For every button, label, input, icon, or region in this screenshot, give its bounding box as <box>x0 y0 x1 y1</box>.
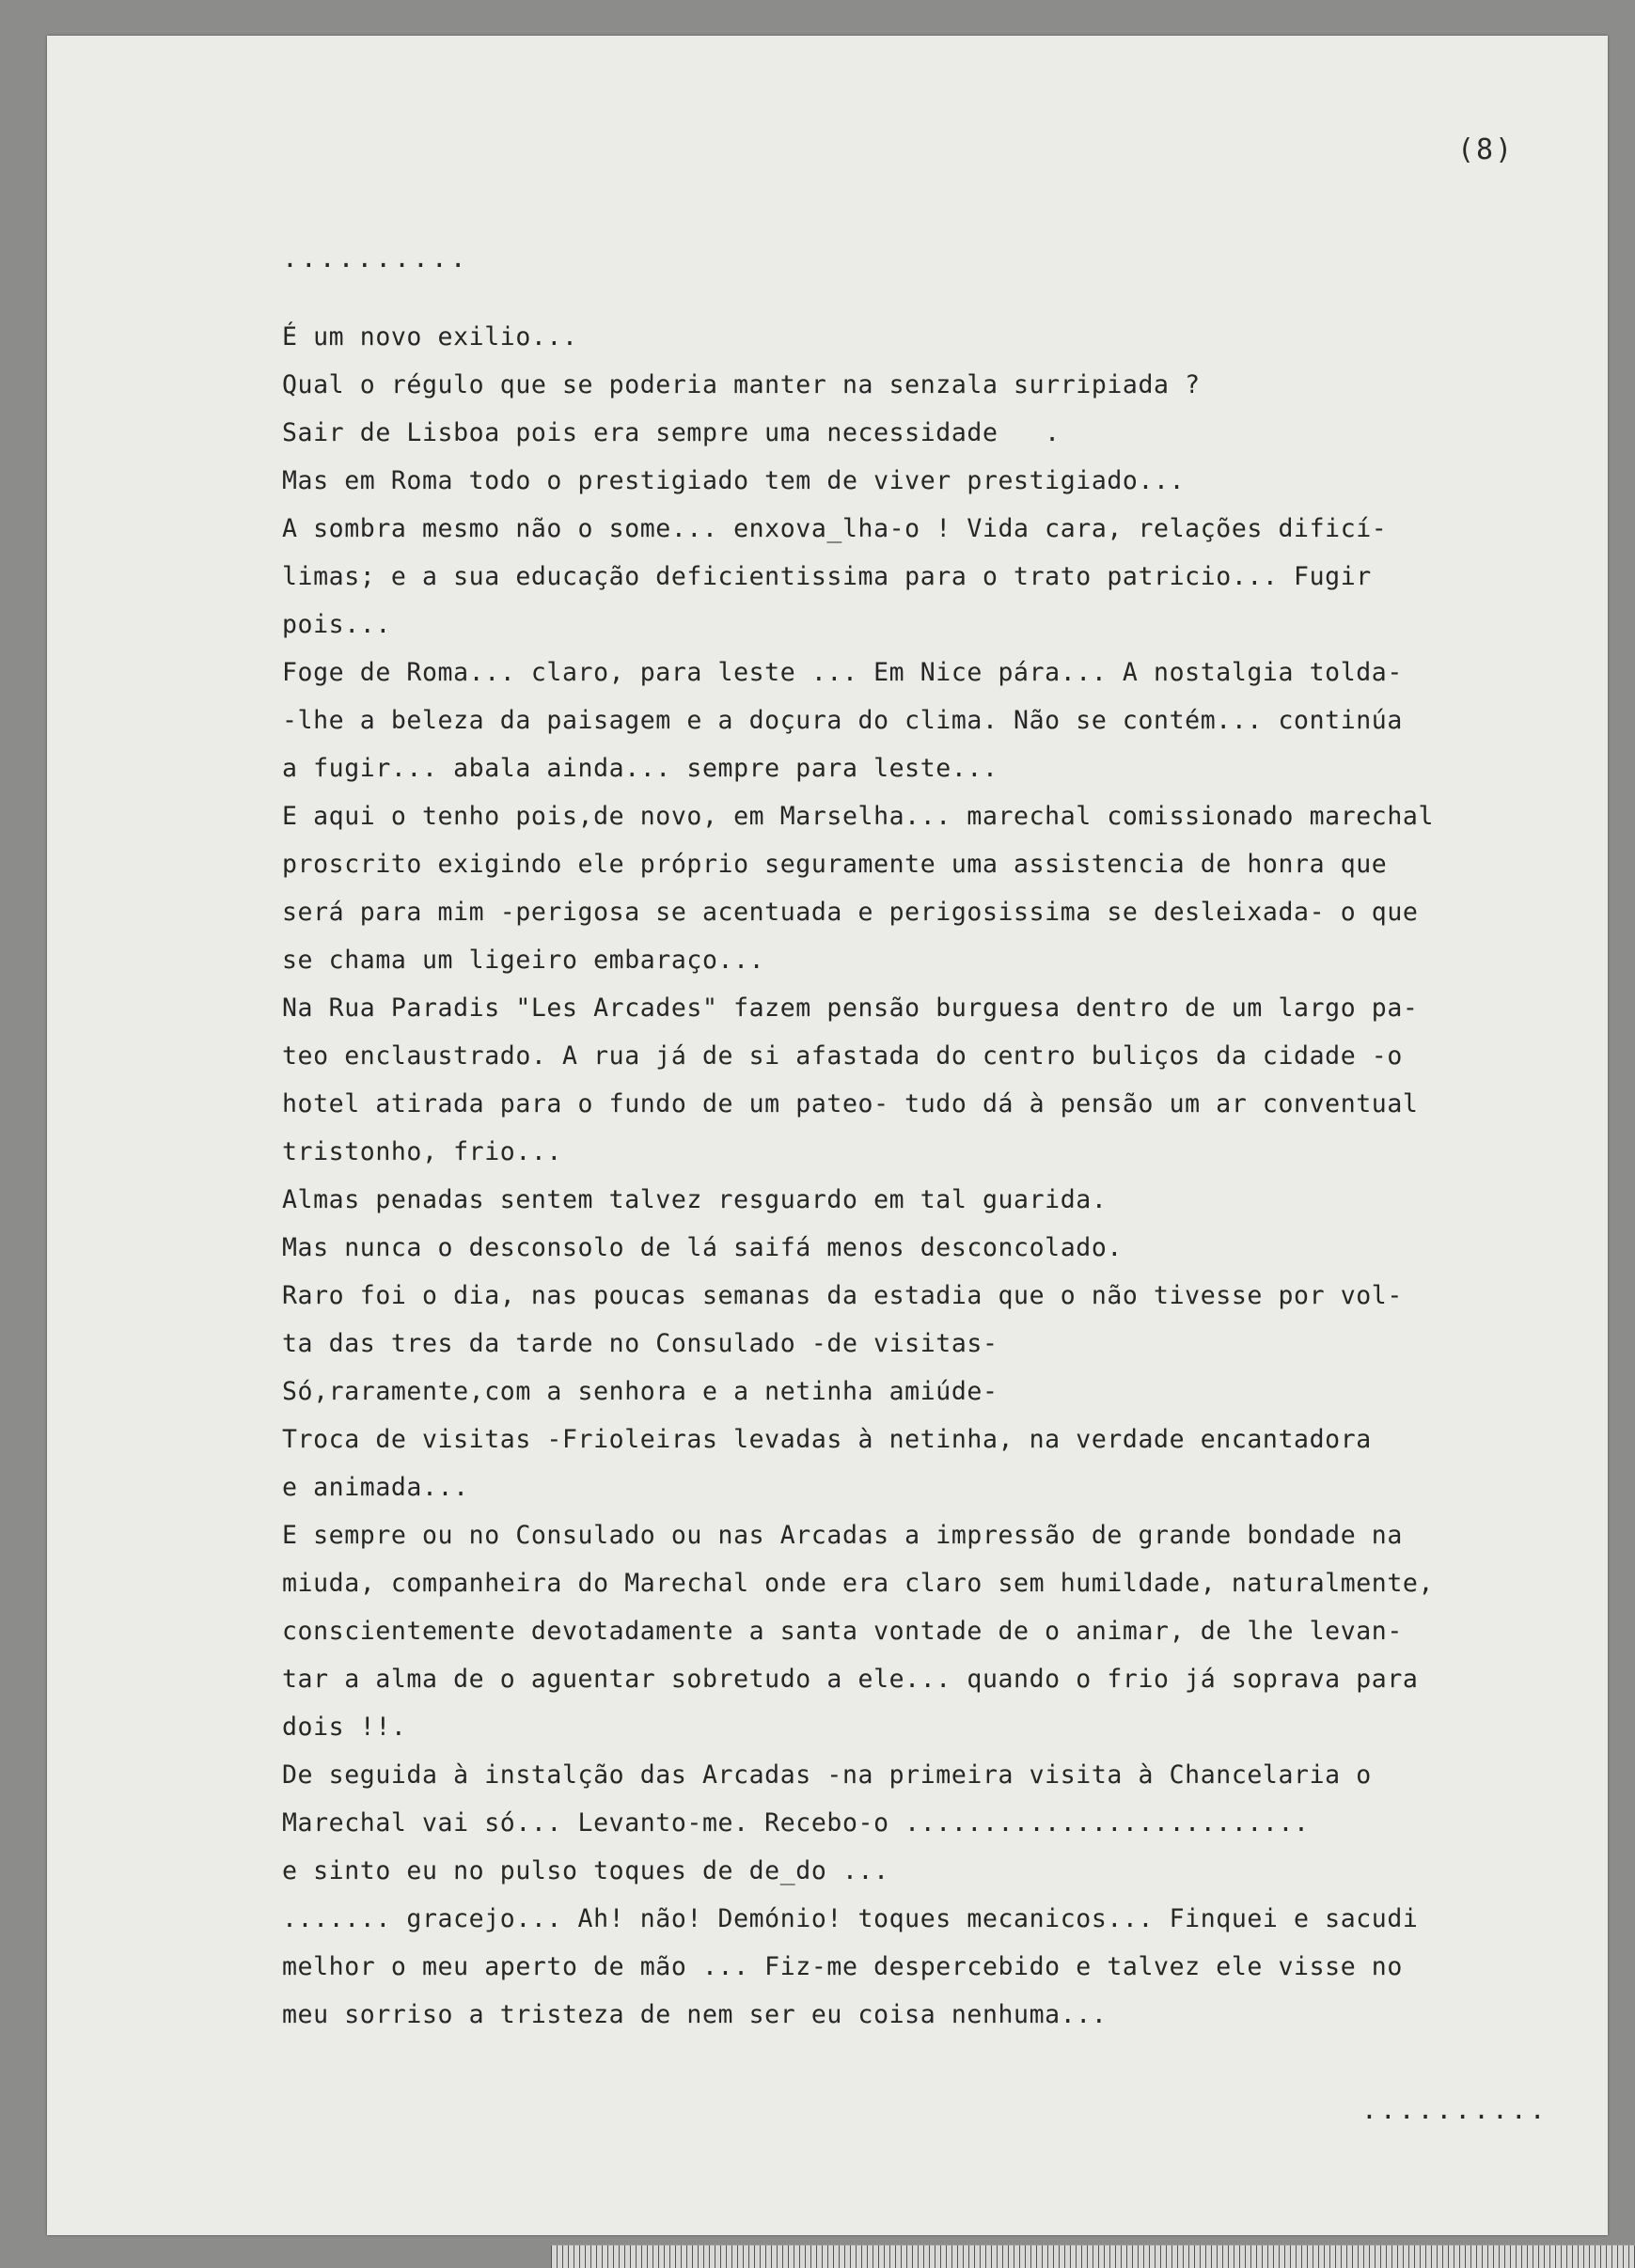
text-line: e animada... <box>282 1473 469 1502</box>
text-line: melhor o meu aperto de mão ... Fiz-me despercebido e talvez ele visse no <box>282 1952 1403 1981</box>
text-line: De seguida à instalção das Arcadas -na primeira visita à Chancelaria o <box>282 1760 1372 1790</box>
ellipsis-top: .......... <box>282 242 469 274</box>
text-line: E sempre ou no Consulado ou nas Arcadas a impressão de grande bondade na <box>282 1521 1403 1550</box>
text-line: proscrito exigindo ele próprio seguramente uma assistencia de honra que <box>282 850 1388 879</box>
text-line: teo enclaustrado. A rua já de si afastada do centro buliços da cidade -o <box>282 1041 1403 1071</box>
text-line: Foge de Roma... claro, para leste ... Em Nice pára... A nostalgia tolda- <box>282 658 1403 687</box>
text-line: ....... gracejo... Ah! não! Demónio! toques mecanicos... Finquei e sacudi <box>282 1904 1419 1933</box>
text-line: Raro foi o dia, nas poucas semanas da estadia que o não tivesse por vol- <box>282 1281 1403 1310</box>
text-line: tar a alma de o aguentar sobretudo a ele... quando o frio já soprava para <box>282 1665 1419 1694</box>
text-line: A sombra mesmo não o some... enxova_lha-o ! Vida cara, relações dificí- <box>282 514 1388 543</box>
text-line: limas; e a sua educação deficientissima para o trato patricio... Fugir <box>282 562 1372 591</box>
ellipsis-bottom: .......... <box>1361 2094 1549 2125</box>
text-line: Almas penadas sentem talvez resguardo em tal guarida. <box>282 1185 1108 1214</box>
text-line: -lhe a beleza da paisagem e a doçura do clima. Não se contém... continúa <box>282 706 1403 735</box>
text-line: Marechal vai só... Levanto-me. Recebo-o .......................... <box>282 1808 1310 1838</box>
text-line: dois !!. <box>282 1713 407 1742</box>
text-line: conscientemente devotadamente a santa vontade de o animar, de lhe levan- <box>282 1617 1403 1646</box>
text-line: Só,raramente,com a senhora e a netinha amiúde- <box>282 1377 998 1406</box>
text-line: Sair de Lisboa pois era sempre uma necessidade . <box>282 418 1061 447</box>
text-line: tristonho, frio... <box>282 1137 562 1166</box>
text-line: e sinto eu no pulso toques de de_do ... <box>282 1856 889 1885</box>
text-line: miuda, companheira do Marechal onde era claro sem humildade, naturalmente, <box>282 1569 1435 1598</box>
text-line: E aqui o tenho pois,de novo, em Marselha... marechal comissionado marechal <box>282 802 1435 831</box>
text-line: a fugir... abala ainda... sempre para leste... <box>282 754 998 783</box>
text-line: meu sorriso a tristeza de nem ser eu coisa nenhuma... <box>282 2000 1108 2029</box>
text-line: Mas em Roma todo o prestigiado tem de viver prestigiado... <box>282 466 1186 495</box>
text-line: Na Rua Paradis "Les Arcades" fazem pensão burguesa dentro de um largo pa- <box>282 993 1419 1023</box>
text-line: Qual o régulo que se poderia manter na senzala surripiada ? <box>282 370 1201 399</box>
text-line: ta das tres da tarde no Consulado -de visitas- <box>282 1329 998 1358</box>
typewritten-body <box>282 313 1561 2039</box>
scale-ruler <box>551 2245 1635 2268</box>
text-line: Troca de visitas -Frioleiras levadas à netinha, na verdade encantadora <box>282 1425 1372 1454</box>
text-line: hotel atirada para o fundo de um pateo- tudo dá à pensão um ar conventual <box>282 1089 1419 1118</box>
text-line: se chama um ligeiro embaraço... <box>282 946 765 975</box>
text-line: será para mim -perigosa se acentuada e perigosissima se desleixada- o que <box>282 898 1419 927</box>
text-line: É um novo exilio... <box>282 322 578 352</box>
text-line: Mas nunca o desconsolo de lá saifá menos desconcolado. <box>282 1233 1123 1262</box>
page-number: (8) <box>1457 133 1515 166</box>
text-line: pois... <box>282 610 391 639</box>
